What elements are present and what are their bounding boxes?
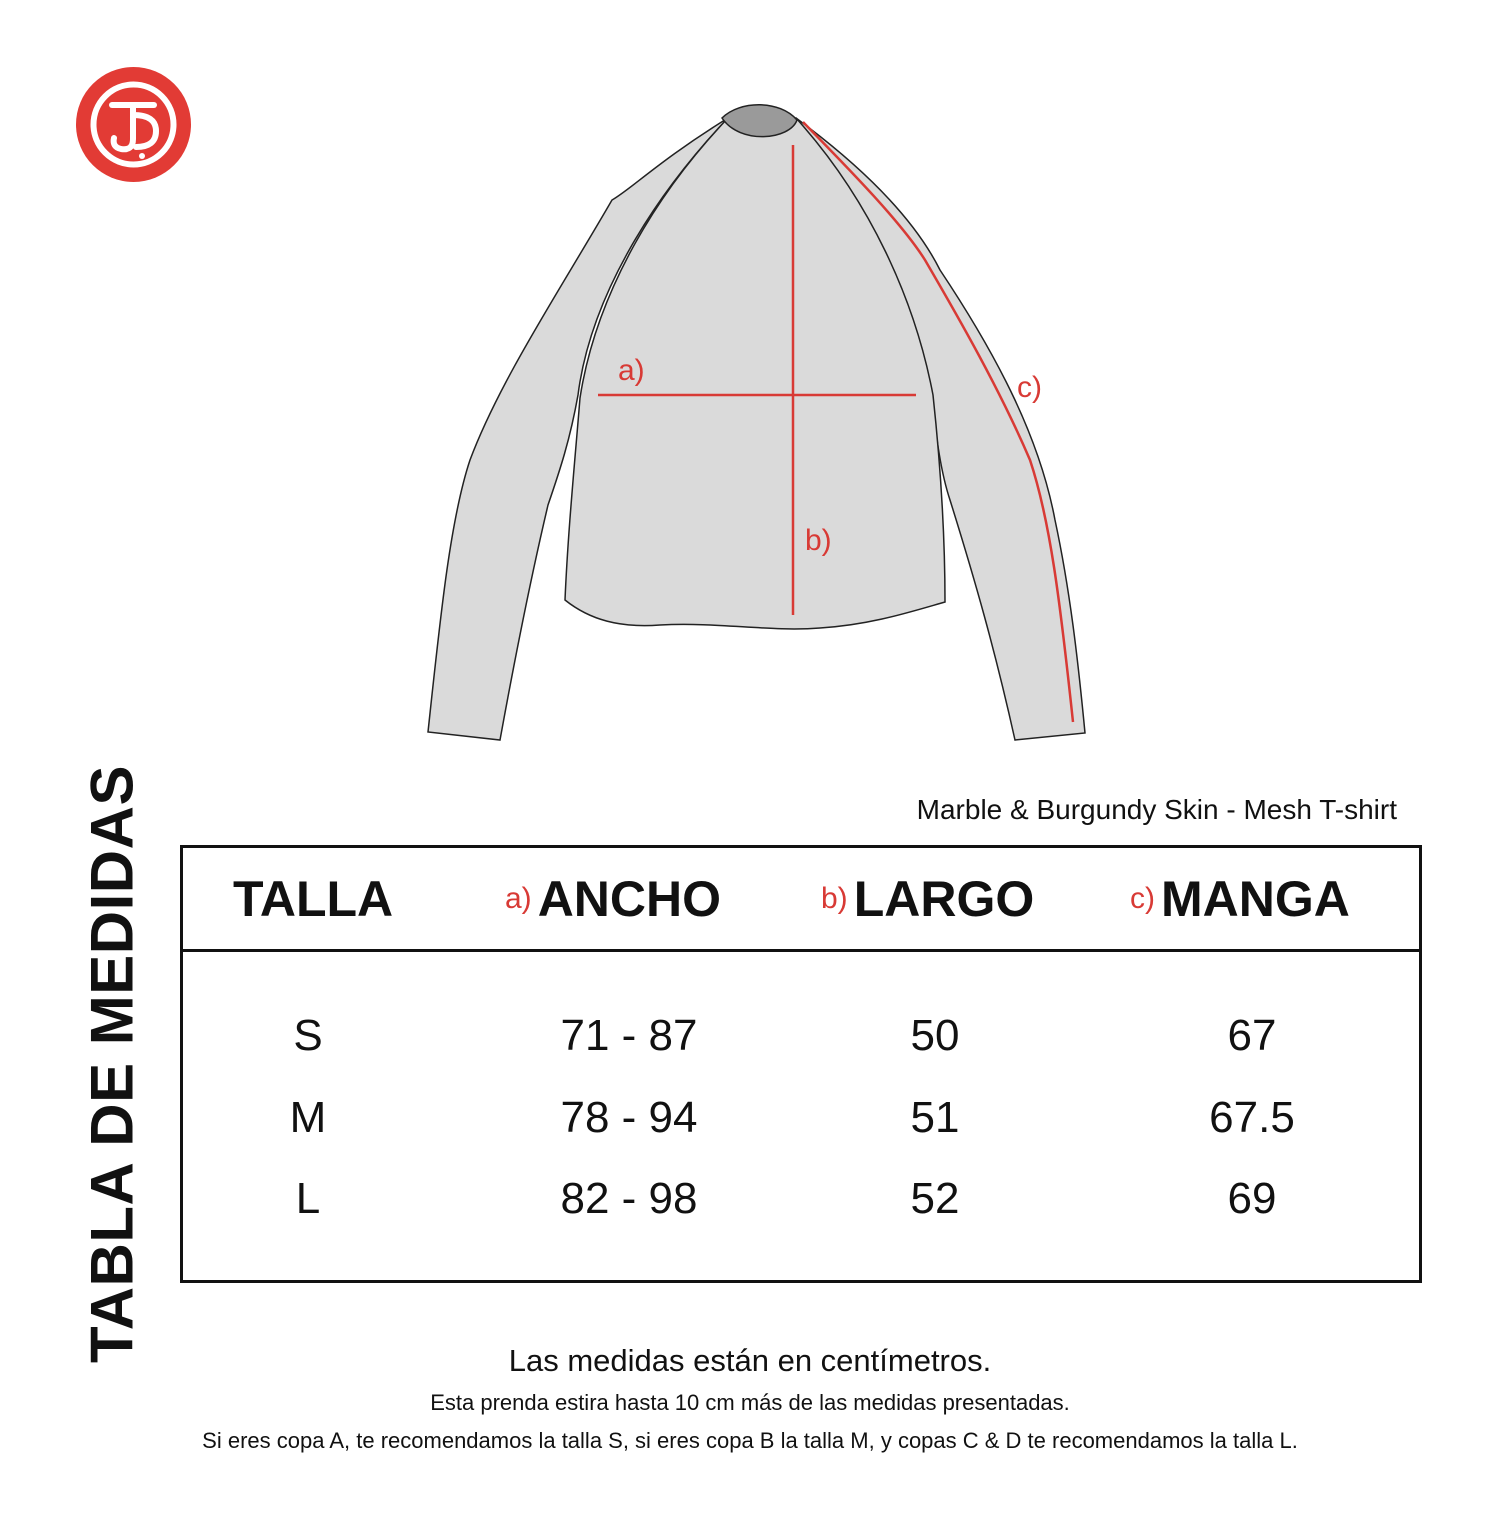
cup-size-note: Si eres copa A, te recomendamos la talla S, si eres copa B la talla M, y copas C & D te recomendamos la talla L. — [202, 1428, 1298, 1453]
cell-talla: L — [295, 1174, 321, 1223]
header-manga — [1130, 848, 1350, 949]
cell-ancho: 71 - 87 — [560, 1011, 698, 1060]
header-talla-name: TALLA — [233, 870, 394, 927]
header-ancho-letter: a) — [505, 881, 532, 915]
header-manga-letter: c) — [1130, 881, 1155, 915]
brand-logo — [76, 67, 191, 182]
header-largo-letter: b) — [821, 881, 848, 915]
cell-largo: 50 — [910, 1011, 960, 1060]
label-c: c) — [1017, 371, 1042, 404]
label-b: b) — [805, 524, 832, 557]
table-row — [183, 1006, 1419, 1066]
cell-largo: 51 — [910, 1093, 960, 1142]
cell-talla: S — [293, 1011, 323, 1060]
cell-manga: 67 — [1227, 1011, 1277, 1060]
label-a: a) — [618, 354, 645, 387]
header-ancho-name: ANCHO — [537, 870, 722, 927]
cell-ancho: 78 - 94 — [560, 1093, 698, 1142]
cell-ancho: 82 - 98 — [560, 1174, 698, 1223]
table-header — [183, 848, 1419, 952]
side-title: TABLA DE MEDIDAS — [78, 765, 146, 1363]
cell-talla: M — [289, 1093, 327, 1142]
stretch-note: Esta prenda estira hasta 10 cm más de las medidas presentadas. — [430, 1390, 1070, 1415]
table-row — [183, 1169, 1419, 1229]
cell-manga: 67.5 — [1209, 1093, 1295, 1142]
table-row — [183, 1088, 1419, 1148]
garment-diagram — [400, 95, 1120, 755]
header-largo — [821, 848, 1034, 949]
cell-manga: 69 — [1227, 1174, 1277, 1223]
header-ancho — [505, 848, 721, 949]
header-manga-name: MANGA — [1161, 870, 1350, 927]
header-talla — [233, 848, 393, 949]
units-note: Las medidas están en centímetros. — [508, 1343, 992, 1378]
header-largo-name: LARGO — [853, 870, 1035, 927]
size-table — [180, 845, 1422, 1283]
product-name: Marble & Burgundy Skin - Mesh T-shirt — [916, 794, 1397, 825]
cell-largo: 52 — [910, 1174, 960, 1223]
